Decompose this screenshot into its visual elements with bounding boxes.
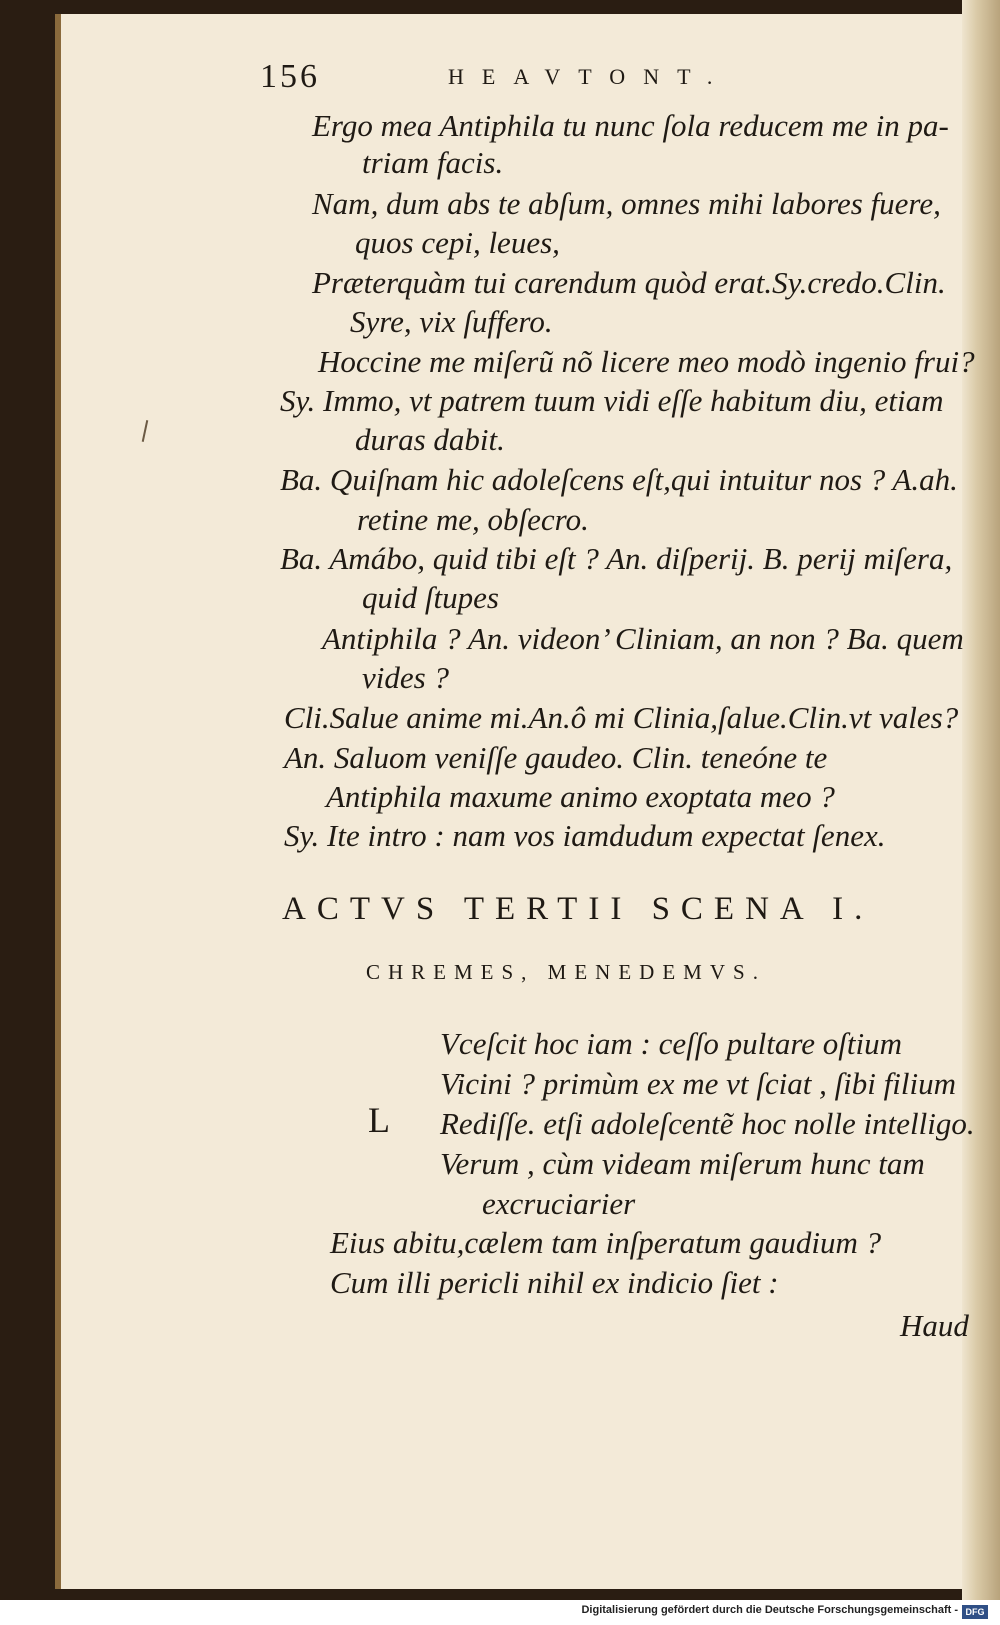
text-line: Nam, dum abs te abſum, omnes mihi labores fuere, <box>312 186 941 221</box>
text-line: Ergo mea Antiphila tu nunc ſola reducem me in pa- <box>312 108 949 143</box>
text-line: Verum , cùm videam miſerum hunc tam <box>440 1146 925 1181</box>
text-line: Vceſcit hoc iam : ceſſo pultare oſtium <box>440 1026 903 1061</box>
act-heading: ACTVS TERTII SCENA I. <box>282 891 874 927</box>
persons-heading: CHREMES, MENEDEMVS. <box>366 960 766 984</box>
text-line: quid ſtupes <box>362 580 499 615</box>
text-line: Ba. Amábo, quid tibi eſt ? An. diſperij. B. perij miſera, <box>280 541 953 576</box>
text-line: Syre, vix ſuffero. <box>350 304 553 339</box>
text-line: vides ? <box>362 660 449 695</box>
text-line: quos cepi, leues, <box>355 225 560 260</box>
text-line: An. Saluom veniſſe gaudeo. Clin. teneóne te <box>284 740 828 775</box>
text-line: Antiphila maxume animo exoptata meo ? <box>326 779 835 814</box>
text-line: Ba. Quiſnam hic adoleſcens eſt,qui intuitur nos ? A.ah. <box>280 462 958 497</box>
text-line: Hoccine me miſerũ nõ licere meo modò ingenio frui? <box>318 344 975 379</box>
dfg-logo: DFG <box>962 1605 988 1619</box>
text-line: Sy. Immo, vt patrem tuum vidi eſſe habitum diu, etiam <box>280 383 944 418</box>
text-line: Rediſſe. etſi adoleſcentẽ hoc nolle intelligo. <box>440 1106 975 1141</box>
footer-credit: Digitalisierung gefördert durch die Deutsche Forschungsgemeinschaft - <box>581 1604 958 1616</box>
text-line: Vicini ? primùm ex me vt ſciat , ſibi filium <box>440 1066 956 1101</box>
text-line: Sy. Ite intro : nam vos iamdudum expectat ſenex. <box>284 818 886 853</box>
text-line: Eius abitu,cӕlem tam inſperatum gaudium ? <box>330 1225 882 1260</box>
running-head: HEAVTONT. <box>448 64 731 89</box>
text-line: Cli.Salue anime mi.An.ô mi Clinia,ſalue.Clin.vt vales? <box>284 700 959 735</box>
text-line: retine me, obſecro. <box>357 502 589 537</box>
text-line: excruciarier <box>482 1186 636 1221</box>
text-line: duras dabit. <box>355 422 505 457</box>
text-line: Prӕterquàm tui carendum quòd erat.Sy.credo.Clin. <box>312 265 946 300</box>
text-line: Antiphila ? An. videon’ Cliniam, an non ? Ba. quem <box>322 621 964 656</box>
catchword: Haud <box>900 1308 969 1343</box>
page-number: 156 <box>260 58 320 95</box>
text-line: triam facis. <box>362 145 504 180</box>
page-edge <box>962 0 1000 1600</box>
drop-cap: L <box>368 1100 390 1140</box>
text-line: Cum illi pericli nihil ex indicio ſiet : <box>330 1265 779 1300</box>
